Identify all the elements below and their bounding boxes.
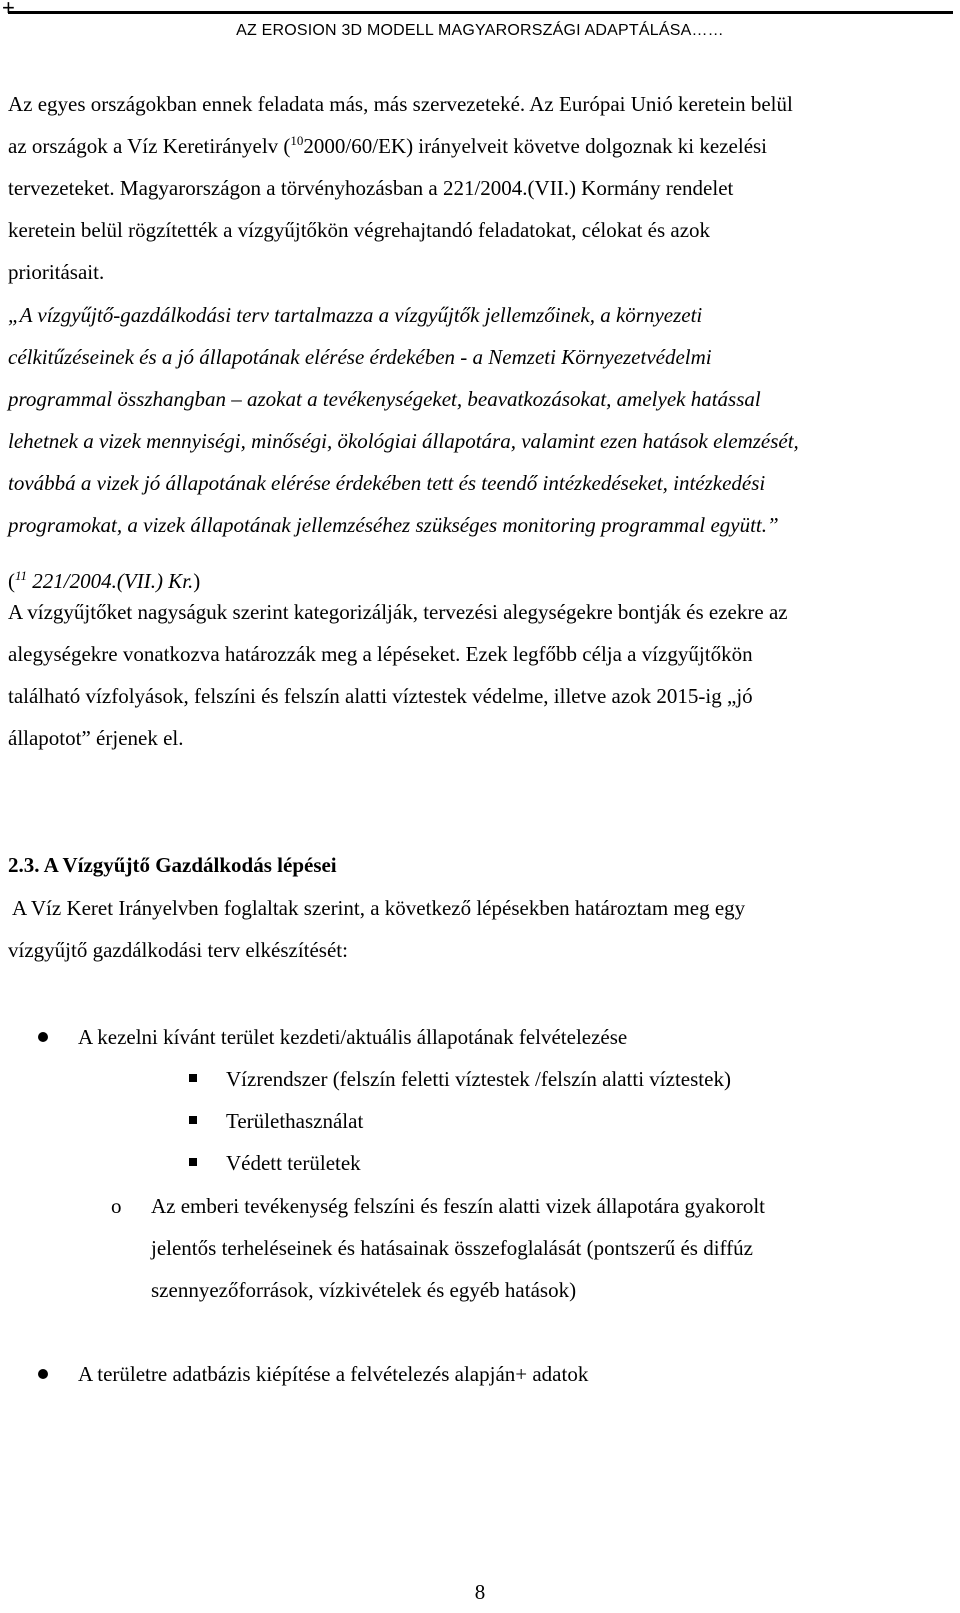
text-line: A Víz Keret Irányelvben foglaltak szerint, a következő lépésekben határoztam meg egy: [12, 896, 746, 920]
text-line: Az egyes országokban ennek feladata más, más szervezeteké. Az Európai Unió keretein belül: [8, 92, 793, 116]
list-item: A kezelni kívánt terület kezdeti/aktuális állapotának felvételezése: [78, 1025, 628, 1049]
text-line: állapotot” érjenek el.: [8, 726, 184, 750]
catchment-paragraph: [8, 591, 930, 759]
section-number: 2.3.: [8, 853, 40, 877]
running-header-title: AZ EROSION 3D MODELL MAGYARORSZÁGI ADAPTÁLÁSA……: [236, 22, 724, 39]
quote-line: programmal összhangban – azokat a tevékenységeket, beavatkozásokat, amelyek hatással: [8, 387, 761, 411]
page-number: 8: [474, 1580, 486, 1604]
text-line: alegységekre vonatkozva határozzák meg a lépéseket. Ezek legfőbb célja a vízgyűjtőkön: [8, 642, 753, 666]
square-bullet-icon: [189, 1158, 197, 1166]
text-line: tervezeteket. Magyarországon a törvényhozásban a 221/2004.(VII.) Kormány rendelet: [8, 176, 734, 200]
text-line: A vízgyűjtőket nagyságuk szerint kategorizálják, tervezési alegységekre bontják és ezekre az: [8, 600, 788, 624]
footnote-ref-10: 10: [290, 133, 304, 148]
text-line: Az emberi tevékenység felszíni és feszín alatti vizek állapotára gyakorolt: [151, 1194, 765, 1218]
intro-paragraph: [8, 83, 930, 293]
text-line: szennyezőforrások, vízkivételek és egyéb hatások): [151, 1278, 577, 1302]
sub-list-item: Vízrendszer (felszín feletti víztestek /felszín alatti víztestek): [226, 1067, 731, 1091]
square-bullet-icon: [189, 1116, 197, 1124]
text-line: az országok a Víz Keretirányelv ($^{10}$2000/60/EK) irányelveit követve dolgoznak ki kezelési: [8, 133, 768, 158]
bullet-icon: [38, 1032, 48, 1042]
header-crosshair-mark: +: [2, 0, 15, 20]
quote-line: lehetnek a vizek mennyiségi, minőségi, ökológiai állapotára, valamint ezen hatások elemzését,: [8, 429, 799, 453]
text-line: keretein belül rögzítették a vízgyűjtőkön végrehajtandó feladatokat, célokat és azok: [8, 218, 711, 242]
sub-list-item: Területhasználat: [226, 1109, 364, 1133]
quote-line: programokat, a vizek állapotának jellemzéséhez szükséges monitoring programmal együtt.”: [8, 513, 779, 537]
footnote-ref-11: 11: [15, 568, 28, 583]
text-line: prioritásait.: [8, 260, 105, 284]
legal-quote: [8, 294, 930, 546]
square-bullet-icon: [189, 1074, 197, 1082]
quote-line: célkitűzéseinek és a jó állapotának elérése érdekében - a Nemzeti Környezetvédelmi: [8, 345, 712, 369]
sub-list-item: Védett területek: [226, 1151, 361, 1175]
section-intro: [12, 887, 930, 929]
quote-line: „A vízgyűjtő-gazdálkodási terv tartalmazza a vízgyűjtők jellemzőinek, a környezeti: [8, 303, 703, 327]
bullet-icon: [38, 1369, 48, 1379]
sub-list-item-summary: [151, 1185, 930, 1311]
section-intro-continued: [8, 929, 930, 971]
text-line: jelentős terheléseinek és hatásainak összefoglalását (pontszerű és diffúz: [151, 1236, 753, 1260]
section-heading: [8, 852, 930, 878]
header-rule: [8, 11, 953, 14]
text-line: vízgyűjtő gazdálkodási terv elkészítését:: [8, 938, 348, 962]
quote-line: továbbá a vizek jó állapotának elérése érdekében tett és teendő intézkedéseket, intézkedési: [8, 471, 766, 495]
circle-bullet-marker: o: [111, 1194, 122, 1218]
quote-citation: ($^{11}$ 221/2004.(VII.) Kr.): [8, 568, 201, 593]
text-line: található vízfolyások, felszíni és felszín alatti víztestek védelme, illetve azok 2015-ig „jó: [8, 684, 753, 708]
list-item: A területre adatbázis kiépítése a felvételezés alapján+ adatok: [78, 1362, 589, 1386]
section-title: A Vízgyűjtő Gazdálkodás lépései: [43, 853, 337, 877]
